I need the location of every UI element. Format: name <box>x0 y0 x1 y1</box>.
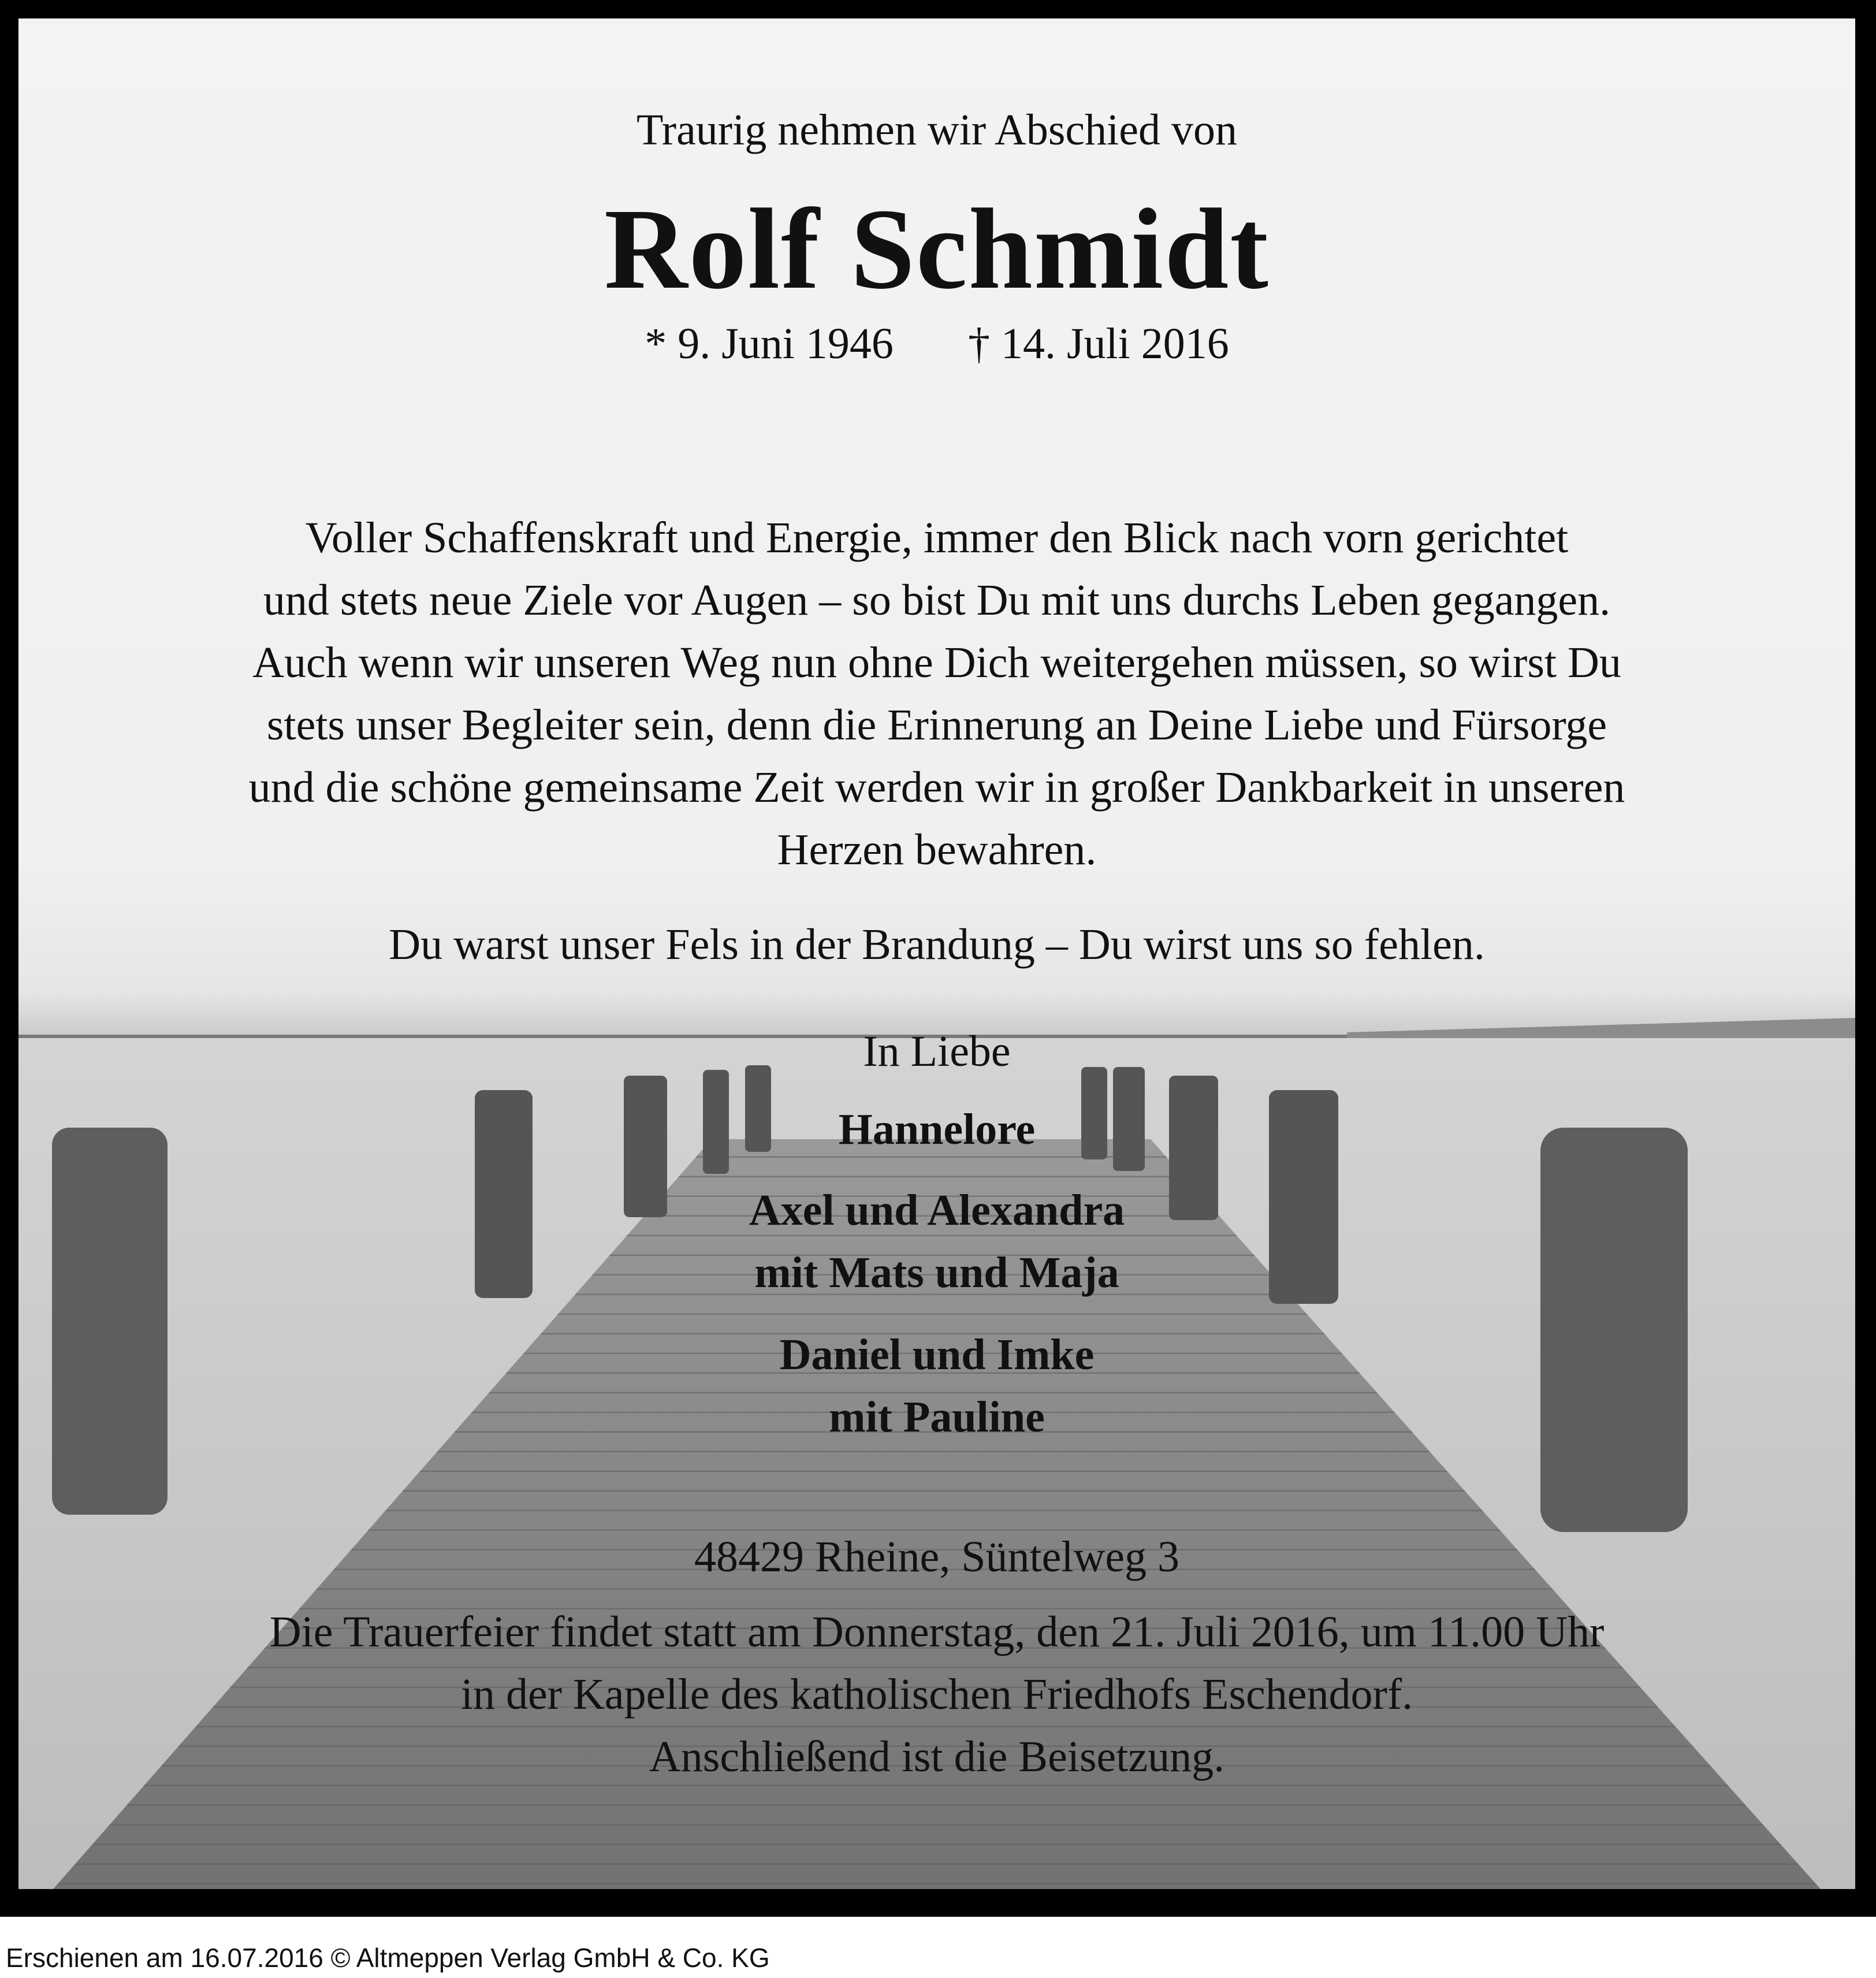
funeral-line: Anschließend ist die Beisetzung. <box>649 1732 1225 1781</box>
notice-text <box>18 18 1855 1889</box>
publication-credit: Erschienen am 16.07.2016 © Altmeppen Verlag GmbH & Co. KG <box>6 1943 770 1973</box>
farewell-line: Du warst unser Fels in der Brandung – Du wirst uns so fehlen. <box>389 920 1485 969</box>
mourner-name: mit Pauline <box>829 1393 1045 1441</box>
mourner-name: Axel und Alexandra <box>749 1186 1125 1235</box>
memorial-line: und die schöne gemeinsame Zeit werden wir in großer Dankbarkeit in unseren <box>248 763 1625 812</box>
memorial-line: Voller Schaffenskraft und Energie, immer den Blick nach vorn gerichtet <box>305 514 1569 562</box>
memorial-line: Auch wenn wir unseren Weg nun ohne Dich weitergehen müssen, so wirst Du <box>252 638 1621 687</box>
deceased-name: Rolf Schmidt <box>604 185 1270 313</box>
in-love-label: In Liebe <box>863 1027 1011 1076</box>
mourner-name: Hannelore <box>838 1105 1036 1154</box>
funeral-line: in der Kapelle des katholischen Friedhofs Eschendorf. <box>460 1670 1413 1719</box>
life-dates <box>18 319 1855 369</box>
funeral-line: Die Trauerfeier findet statt am Donnerstag, den 21. Juli 2016, um 11.00 Uhr <box>269 1608 1605 1656</box>
death-date: † 14. Juli 2016 <box>967 319 1229 368</box>
pier-background-image <box>18 18 1855 1889</box>
mourner-name: mit Mats und Maja <box>754 1248 1119 1297</box>
memorial-line: Herzen bewahren. <box>777 826 1097 874</box>
mourner-name: Daniel und Imke <box>779 1330 1095 1379</box>
birth-date: * 9. Juni 1946 <box>645 319 894 368</box>
memorial-line: stets unser Begleiter sein, denn die Erinnerung an Deine Liebe und Fürsorge <box>266 701 1607 749</box>
notice-intro: Traurig nehmen wir Abschied von <box>636 106 1237 154</box>
family-address: 48429 Rheine, Süntelweg 3 <box>694 1533 1180 1581</box>
memorial-line: und stets neue Ziele vor Augen – so bist Du mit uns durchs Leben gegangen. <box>263 576 1611 624</box>
